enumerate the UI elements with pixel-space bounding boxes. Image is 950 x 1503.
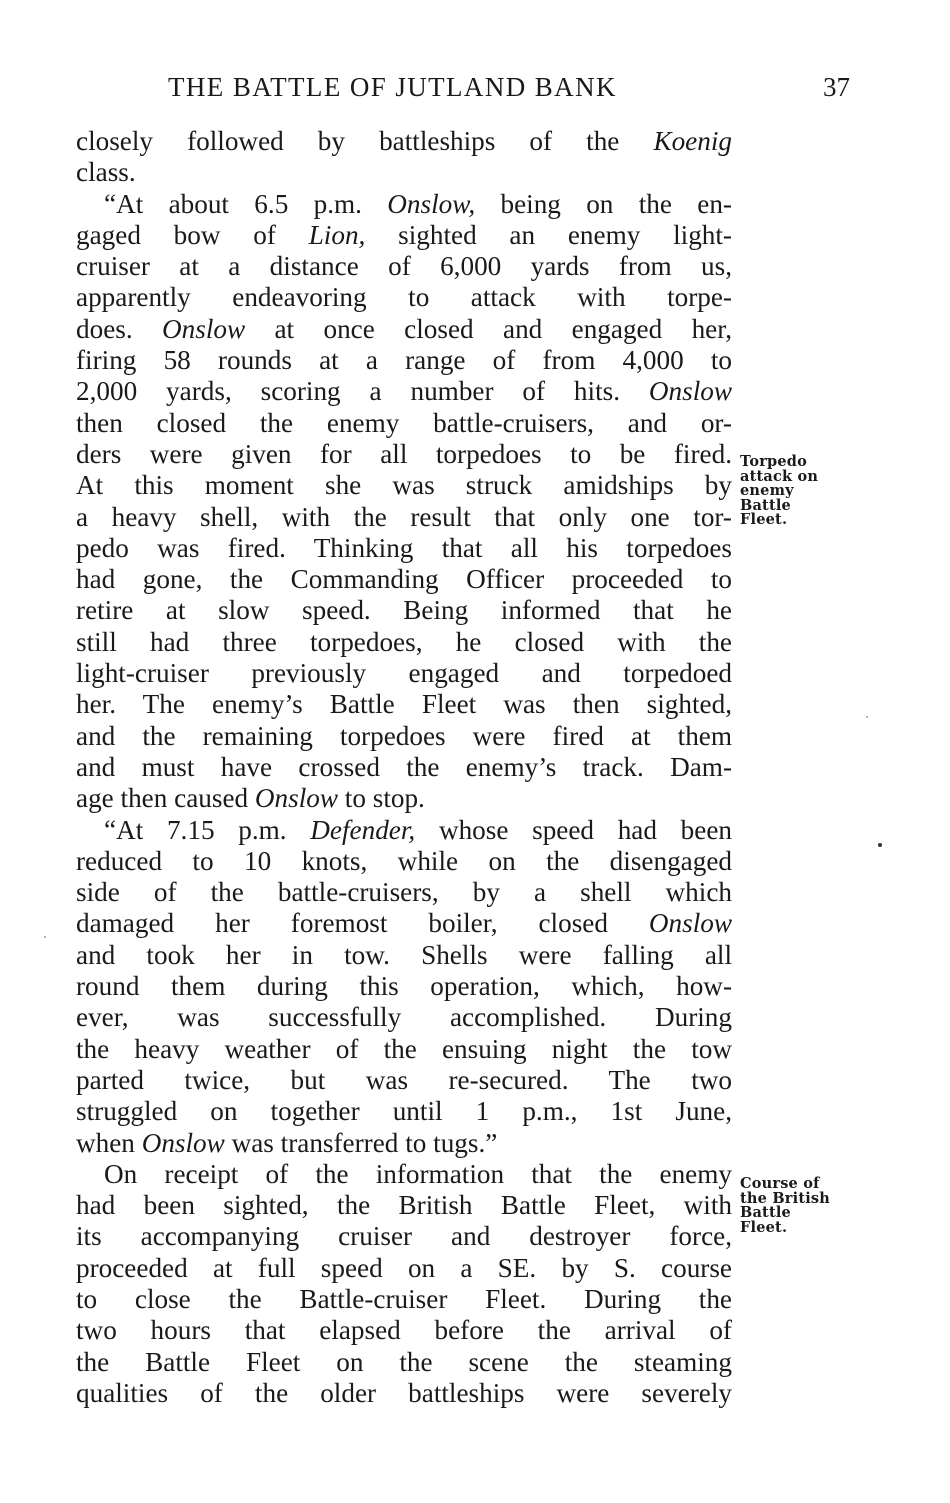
text-run: had been sighted, the British Battle Fleet, with	[76, 1190, 732, 1221]
italic-ship-name: Onslow	[648, 376, 732, 407]
text-line	[76, 157, 732, 188]
text-run: its accompanying cruiser and destroyer force,	[76, 1221, 732, 1252]
italic-ship-name: Onslow	[162, 313, 246, 344]
print-speck	[44, 936, 46, 938]
text-run: pedo was fired. Thinking that all his torpedoes	[76, 532, 732, 563]
italic-ship-name: Defender,	[310, 814, 416, 845]
text-run: retire at slow speed. Being informed that he	[76, 595, 732, 626]
text-run: gaged bow of	[76, 219, 309, 250]
margin-note-line: Course of	[740, 1175, 820, 1192]
text-line	[76, 1284, 732, 1315]
text-line	[76, 220, 732, 251]
text-line	[76, 251, 732, 282]
text-line	[76, 877, 732, 908]
text-line	[76, 1159, 732, 1190]
text-line	[76, 1034, 732, 1065]
text-run: the heavy weather of the ensuing night the tow	[76, 1033, 732, 1064]
text-run: the Battle Fleet on the scene the steaming	[76, 1346, 732, 1377]
text-run: and the remaining torpedoes were fired at them	[76, 720, 732, 751]
italic-ship-name: Onslow,	[387, 188, 476, 219]
text-line	[76, 846, 732, 877]
text-run: age then caused	[76, 783, 255, 814]
text-run: firing 58 rounds at a range of from 4,000 to	[76, 345, 732, 376]
text-run: “At 7.15 p.m.	[104, 814, 311, 845]
text-line	[76, 439, 732, 470]
text-run: whose speed had been	[415, 814, 732, 845]
text-line	[76, 282, 732, 313]
text-line	[76, 908, 732, 939]
italic-ship-name: Koenig	[653, 126, 732, 156]
text-line	[76, 752, 732, 783]
text-run: sighted an enemy light-	[365, 219, 732, 250]
print-speck	[866, 716, 868, 718]
text-line	[76, 1190, 732, 1221]
text-line	[76, 1096, 732, 1127]
text-run: struggled on together until 1 p.m., 1st June,	[76, 1096, 732, 1127]
text-line	[76, 689, 732, 720]
italic-ship-name: Onslow	[254, 783, 338, 814]
text-run: and took her in tow. Shells were falling all	[76, 939, 732, 970]
text-run: had gone, the Commanding Officer proceeded to	[76, 564, 732, 595]
text-run: light-cruiser previously engaged and torpedoed	[76, 658, 732, 689]
margin-note-line: Torpedo	[740, 453, 808, 470]
margin-note-line: Fleet.	[740, 511, 788, 528]
text-line	[76, 314, 732, 345]
body-text	[76, 126, 732, 1409]
page-number: 37	[823, 72, 850, 102]
margin-note-line: attack on	[740, 467, 819, 485]
text-run: parted twice, but was re-secured. The two	[76, 1064, 732, 1095]
text-run: closely followed by battleships of the	[76, 126, 654, 156]
text-run: was transferred to tugs.”	[224, 1127, 498, 1158]
text-line	[76, 345, 732, 376]
text-line	[76, 1315, 732, 1346]
text-line	[76, 783, 732, 814]
italic-ship-name: Lion,	[308, 219, 366, 250]
text-run: At this moment she was struck amidships by	[76, 470, 732, 501]
text-line	[76, 126, 732, 157]
text-run: to close the Battle-cruiser Fleet. During the	[76, 1283, 732, 1314]
running-title: THE BATTLE OF JUTLAND BANK	[168, 72, 617, 102]
print-speck	[878, 843, 882, 847]
text-line	[76, 564, 732, 595]
margin-note-line: Fleet.	[740, 1218, 788, 1236]
text-line	[76, 408, 732, 439]
text-line	[76, 595, 732, 626]
text-line	[76, 470, 732, 501]
text-run: a heavy shell, with the result that only one tor-	[76, 501, 732, 532]
text-run: round them during this operation, which, how-	[76, 971, 732, 1002]
text-line	[76, 189, 732, 220]
text-run: being on the en-	[475, 188, 732, 219]
text-line	[76, 1253, 732, 1284]
text-run: still had three torpedoes, he closed with the	[76, 626, 732, 657]
text-run: ever, was successfully accomplished. During	[76, 1002, 732, 1033]
text-run: “At about 6.5 p.m.	[104, 188, 388, 219]
italic-ship-name: Onslow	[141, 1127, 225, 1158]
text-run: at once closed and engaged her,	[245, 313, 732, 344]
text-line	[76, 1002, 732, 1033]
text-run: cruiser at a distance of 6,000 yards from us,	[76, 251, 732, 282]
text-line	[76, 721, 732, 752]
text-run: class.	[76, 157, 136, 188]
text-run: apparently endeavoring to attack with torpe-	[76, 282, 732, 313]
text-line	[76, 815, 732, 846]
text-run: ders were given for all torpedoes to be fired.	[76, 438, 732, 469]
text-line	[76, 1221, 732, 1252]
margin-note-line: Battle	[740, 1204, 791, 1221]
text-run: side of the battle-cruisers, by a shell which	[76, 877, 732, 908]
text-line	[76, 658, 732, 689]
margin-note-course-of-fleet	[740, 1177, 830, 1235]
text-run: qualities of the older battleships were severely	[76, 1377, 732, 1408]
text-run: when	[76, 1127, 142, 1158]
margin-note-line: the British	[740, 1189, 831, 1207]
text-line	[76, 533, 732, 564]
text-run: to stop.	[338, 783, 425, 814]
text-line	[76, 1065, 732, 1096]
italic-ship-name: Onslow	[648, 908, 732, 939]
text-run: her. The enemy’s Battle Fleet was then sighted,	[76, 689, 732, 720]
text-run: damaged her foremost boiler, closed	[76, 908, 649, 939]
margin-note-line: Battle	[740, 496, 791, 514]
text-line	[76, 1128, 732, 1159]
text-line	[76, 940, 732, 971]
text-run: does.	[76, 313, 163, 344]
text-line	[76, 376, 732, 407]
text-run: 2,000 yards, scoring a number of hits.	[76, 376, 649, 407]
text-line	[76, 971, 732, 1002]
text-run: proceeded at full speed on a SE. by S. course	[76, 1252, 732, 1283]
text-run: then closed the enemy battle-cruisers, and or-	[76, 407, 732, 438]
text-run: On receipt of the information that the enemy	[104, 1158, 732, 1189]
text-run: reduced to 10 knots, while on the disengaged	[76, 845, 732, 876]
text-line	[76, 1347, 732, 1378]
text-line	[76, 1378, 732, 1409]
margin-note-line: enemy	[740, 482, 794, 499]
margin-note-torpedo-attack	[740, 455, 818, 528]
text-run: two hours that elapsed before the arrival of	[76, 1315, 732, 1346]
text-line	[76, 502, 732, 533]
text-run: and must have crossed the enemy’s track. Dam-	[76, 751, 732, 782]
text-line	[76, 627, 732, 658]
